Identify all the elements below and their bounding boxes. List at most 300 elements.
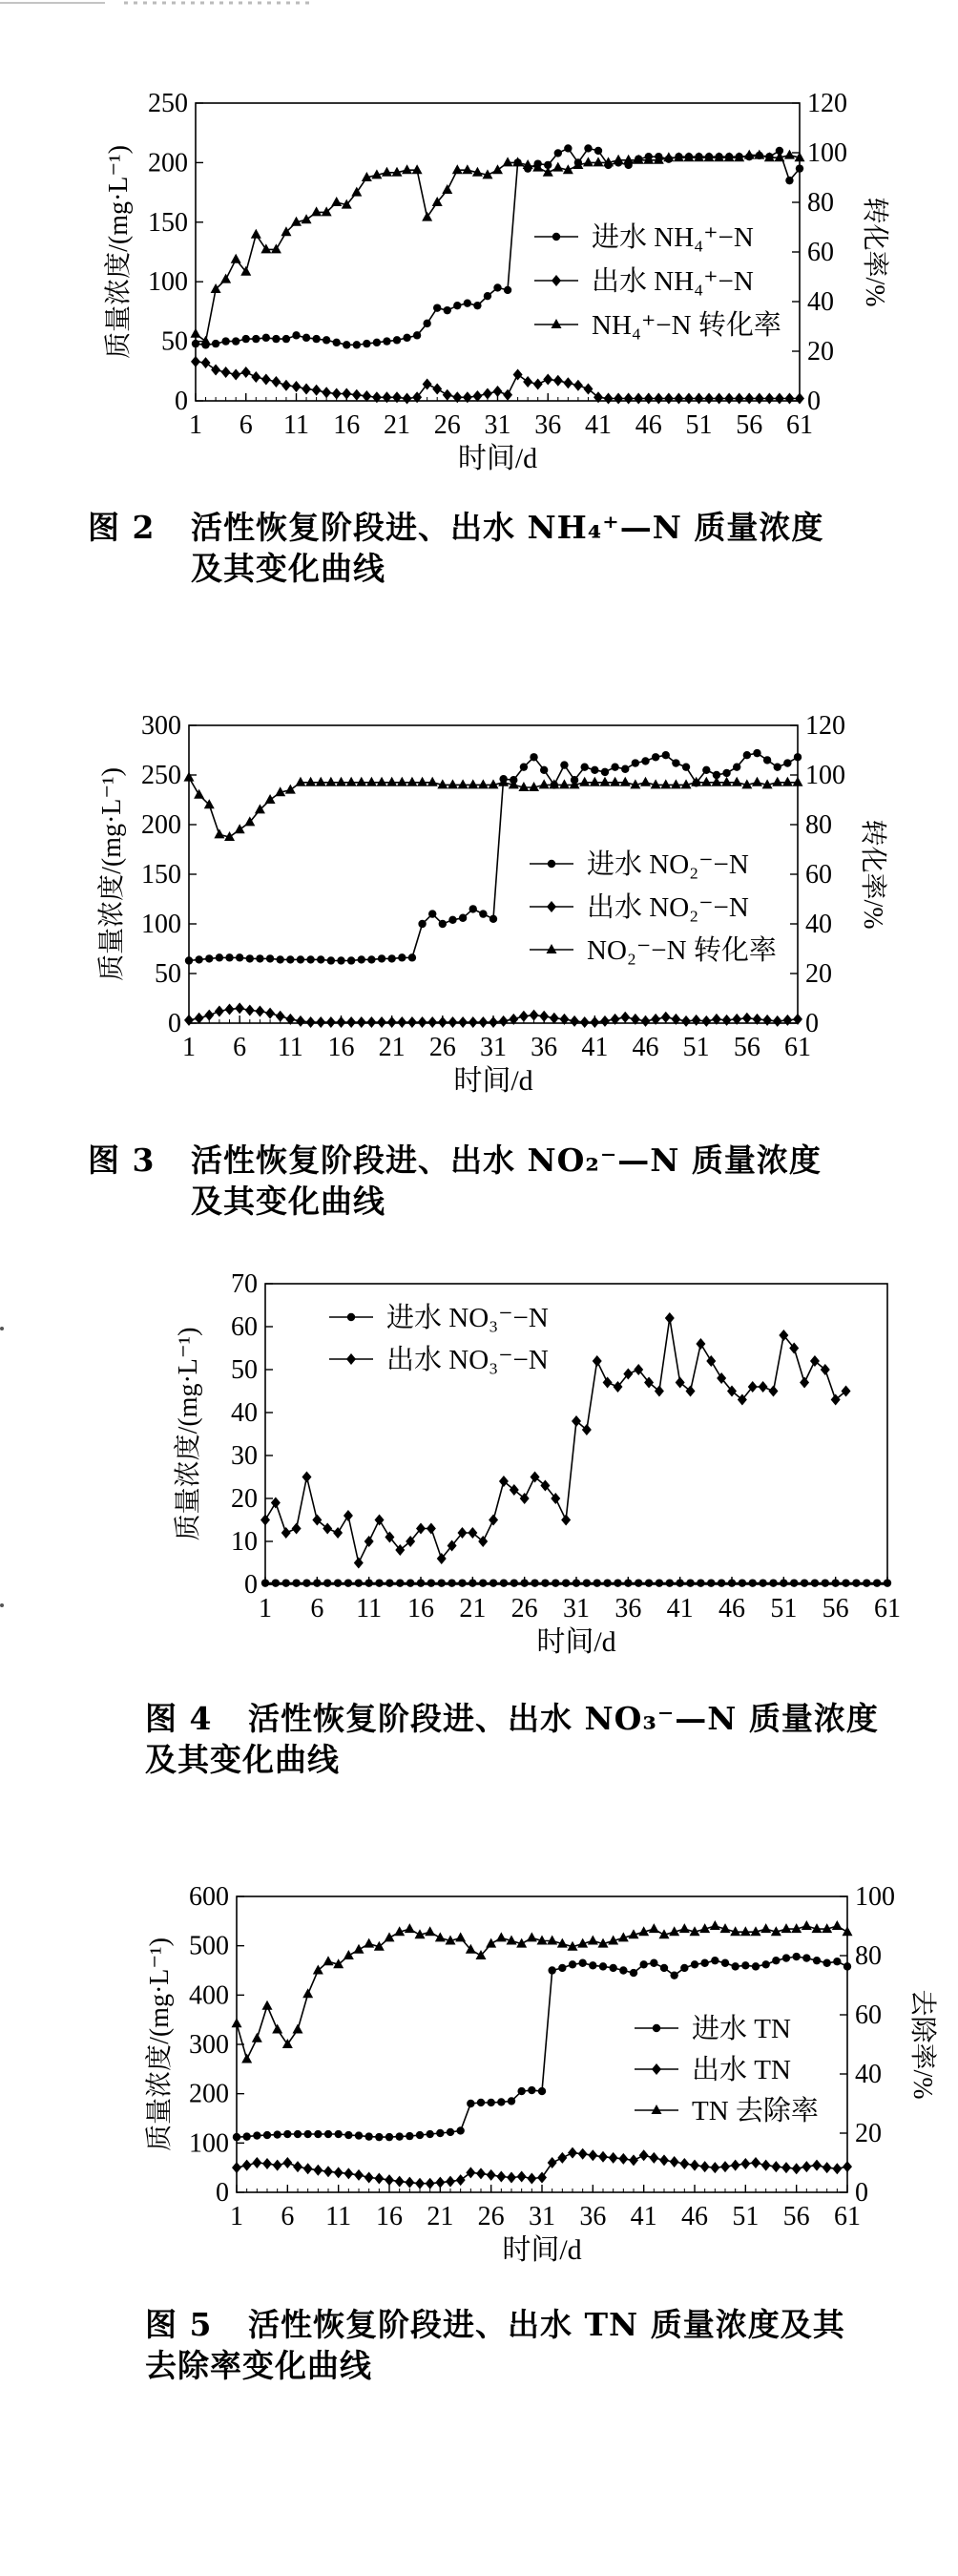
data-point: [271, 376, 281, 387]
data-point: [323, 336, 330, 344]
data-point: [255, 1006, 264, 1017]
data-point: [704, 393, 714, 405]
data-point: [741, 1961, 749, 1969]
data-point: [405, 1923, 415, 1933]
y2-axis-label: 去除率/%: [907, 1989, 937, 2100]
data-point: [265, 794, 276, 804]
data-point: [784, 393, 794, 405]
data-point: [552, 1579, 559, 1586]
data-point: [334, 2167, 344, 2178]
data-point: [252, 335, 260, 343]
y-tick-label: 300: [141, 711, 181, 741]
y-tick-label: 100: [141, 910, 181, 939]
data-point: [292, 381, 302, 392]
data-point: [604, 393, 614, 405]
data-point: [739, 1579, 746, 1586]
data-point: [192, 340, 199, 347]
data-point: [453, 302, 461, 309]
x-tick-label: 6: [239, 410, 253, 440]
data-point: [781, 2162, 791, 2173]
data-point: [396, 1579, 404, 1586]
chart-no2: [0, 649, 958, 1145]
data-point: [418, 920, 426, 928]
data-point: [326, 1016, 336, 1028]
caption-line2: 去除率变化曲线: [145, 2346, 372, 2384]
data-point: [242, 2132, 250, 2140]
data-point: [594, 157, 604, 166]
data-point: [588, 1936, 598, 1945]
data-point: [439, 920, 447, 928]
data-point: [520, 763, 528, 770]
x-tick-label: 16: [327, 1033, 355, 1062]
y-axis-label: 质量浓度/(mg·L⁻¹): [145, 1937, 175, 2151]
data-point: [402, 164, 412, 174]
data-point: [313, 2165, 323, 2176]
data-point: [813, 1957, 821, 1964]
data-point: [306, 955, 314, 963]
y-tick-label: 200: [141, 810, 181, 840]
data-point: [416, 2131, 424, 2139]
data-point: [272, 1579, 280, 1586]
data-point: [769, 1579, 777, 1586]
data-point: [231, 254, 241, 263]
data-point: [649, 2152, 658, 2164]
data-point: [385, 1579, 393, 1586]
x-tick-label: 61: [786, 410, 813, 440]
data-point: [403, 334, 410, 342]
legend-marker: [548, 860, 555, 868]
data-point: [843, 1926, 853, 1936]
chart-no3: [0, 1241, 958, 1718]
data-point: [395, 2132, 403, 2140]
data-point: [554, 149, 562, 157]
data-point: [733, 763, 740, 770]
data-point: [641, 757, 649, 764]
data-point: [623, 155, 634, 164]
y-tick-label: 500: [189, 1931, 229, 1961]
data-point: [346, 1016, 356, 1028]
x-tick-label: 1: [230, 2202, 243, 2231]
data-point: [344, 2131, 352, 2139]
x-tick-label: 16: [376, 2202, 403, 2231]
x-axis-label: 时间/d: [453, 1065, 533, 1097]
data-point: [364, 1579, 372, 1586]
data-point: [357, 1016, 366, 1028]
y-tick-label: 400: [189, 1980, 229, 2011]
chart-nh4: [0, 0, 958, 534]
data-point: [408, 953, 416, 961]
data-point: [285, 785, 296, 794]
data-point: [774, 763, 781, 770]
x-tick-label: 41: [581, 1033, 609, 1062]
data-point: [715, 393, 724, 405]
data-point: [718, 1579, 725, 1586]
data-point: [538, 2087, 546, 2095]
chart-tn: [0, 1833, 958, 2310]
data-point: [374, 2173, 384, 2185]
data-point: [744, 150, 755, 159]
data-point: [594, 147, 602, 155]
data-point: [344, 1579, 352, 1586]
data-point: [334, 2130, 342, 2138]
data-point: [721, 1959, 729, 1967]
legend-label: 进水 TN: [692, 2014, 791, 2044]
legend-entry: [530, 848, 749, 880]
y2-tick-label: 100: [805, 761, 845, 790]
data-point: [802, 1920, 812, 1930]
data-point: [609, 1964, 616, 1972]
data-point: [355, 2131, 363, 2139]
data-point: [252, 2033, 262, 2042]
data-point: [589, 1961, 596, 1969]
y2-tick-label: 0: [807, 387, 821, 416]
data-point: [503, 389, 512, 401]
data-point: [413, 331, 421, 339]
y-tick-label: 600: [189, 1882, 229, 1912]
x-tick-label: 1: [259, 1594, 272, 1623]
data-point: [352, 389, 362, 401]
data-point: [479, 1579, 487, 1586]
data-point: [763, 756, 771, 764]
x-tick-label: 41: [666, 1594, 694, 1623]
data-point: [214, 828, 224, 838]
data-point: [252, 2157, 261, 2168]
y-tick-label: 70: [231, 1269, 258, 1299]
data-point: [323, 2166, 333, 2177]
data-point: [366, 777, 377, 786]
data-point: [660, 1964, 668, 1972]
data-point: [873, 1579, 881, 1586]
data-point: [448, 779, 458, 788]
data-point: [406, 2132, 413, 2140]
data-point: [782, 1954, 790, 1961]
data-point: [417, 777, 427, 786]
data-point: [722, 769, 730, 777]
data-point: [533, 379, 543, 390]
data-point: [822, 1579, 829, 1586]
data-point: [781, 1923, 792, 1933]
data-point: [573, 380, 583, 391]
x-tick-label: 51: [770, 1594, 798, 1623]
data-point: [732, 777, 742, 786]
data-point: [590, 1016, 599, 1028]
data-point: [276, 1011, 285, 1022]
data-point: [486, 1938, 496, 1948]
y-tick-label: 100: [148, 267, 188, 298]
data-point: [232, 337, 240, 345]
data-point: [706, 1355, 716, 1367]
data-point: [510, 1579, 518, 1586]
caption-line1: 活性恢复阶段进、出水 NO₂⁻—N 质量浓度: [191, 1141, 822, 1179]
data-point: [831, 1394, 841, 1406]
data-point: [503, 157, 513, 166]
data-point: [281, 380, 291, 391]
data-point: [696, 1338, 705, 1350]
data-point: [364, 2132, 372, 2140]
data-point: [343, 341, 350, 348]
data-point: [212, 340, 219, 347]
data-point: [795, 393, 804, 405]
data-point: [458, 1016, 468, 1028]
data-point: [467, 2100, 474, 2107]
legend-entry: [534, 265, 754, 297]
data-point: [444, 306, 451, 314]
data-point: [639, 1960, 647, 1968]
data-point: [358, 955, 365, 963]
data-point: [676, 1579, 683, 1586]
data-point: [493, 283, 501, 291]
x-tick-label: 21: [427, 2202, 454, 2231]
data-point: [614, 155, 624, 164]
data-point: [428, 910, 436, 917]
data-point: [382, 167, 392, 177]
data-point: [302, 1472, 311, 1483]
data-point: [614, 1579, 621, 1586]
data-point: [632, 759, 639, 766]
data-point: [603, 1377, 613, 1389]
data-point: [728, 1579, 736, 1586]
data-point: [334, 1579, 342, 1586]
legend-entry: [530, 934, 777, 966]
plot-frame: [265, 1284, 887, 1584]
data-point: [645, 1579, 653, 1586]
y2-tick-label: 40: [855, 2060, 882, 2089]
data-point: [487, 2099, 494, 2106]
data-point: [679, 2158, 689, 2169]
data-point: [583, 1579, 591, 1586]
figure-caption: [145, 1699, 879, 1781]
y-tick-label: 0: [168, 1009, 181, 1038]
data-point: [593, 1355, 602, 1367]
data-point: [262, 2158, 272, 2169]
data-point: [484, 292, 491, 300]
data-point: [311, 206, 322, 216]
data-point: [273, 2130, 281, 2138]
data-point: [443, 389, 452, 401]
x-tick-label: 56: [736, 410, 763, 440]
data-point: [655, 1386, 664, 1397]
data-point: [659, 2154, 669, 2166]
data-point: [215, 1006, 224, 1017]
data-point: [539, 779, 550, 788]
data-point: [496, 1932, 507, 1941]
data-point: [313, 1579, 321, 1586]
data-point: [531, 1579, 538, 1586]
x-tick-label: 6: [310, 1594, 324, 1623]
data-point: [436, 2129, 444, 2137]
legend-label: 出水 TN: [692, 2055, 791, 2085]
data-point: [679, 1923, 690, 1933]
data-point: [468, 1527, 477, 1539]
data-point: [702, 766, 710, 774]
data-point: [811, 1579, 819, 1586]
data-point: [539, 1011, 549, 1022]
data-point: [742, 1013, 752, 1024]
data-point: [462, 164, 472, 174]
data-point: [614, 393, 623, 405]
data-point: [195, 955, 202, 963]
legend-entry: [635, 2054, 791, 2085]
data-point: [292, 1523, 302, 1535]
data-point: [427, 777, 438, 786]
data-point: [312, 385, 322, 396]
data-point: [216, 953, 223, 961]
data-point: [253, 2131, 260, 2139]
data-point: [772, 1957, 780, 1964]
data-point: [232, 2162, 241, 2173]
data-point: [377, 1016, 386, 1028]
data-point: [323, 1579, 331, 1586]
x-axis-label: 时间/d: [502, 2234, 582, 2266]
data-point: [302, 1988, 313, 1998]
x-tick-label: 11: [356, 1594, 383, 1623]
data-point: [553, 375, 563, 387]
data-point: [262, 2000, 273, 2010]
data-point: [676, 1377, 685, 1389]
data-point: [387, 954, 395, 962]
data-point: [323, 1956, 334, 1965]
caption-number: 图 3: [88, 1141, 156, 1179]
data-point: [261, 1579, 269, 1586]
data-point: [412, 164, 423, 174]
data-point: [438, 1579, 446, 1586]
data-point: [478, 779, 489, 788]
figure-3: [0, 649, 958, 1241]
x-tick-label: 21: [459, 1594, 487, 1623]
data-point: [312, 1515, 322, 1526]
data-point: [561, 1515, 571, 1526]
data-point: [423, 320, 430, 327]
data-point: [761, 2160, 771, 2171]
x-tick-label: 31: [529, 2202, 555, 2231]
data-point: [530, 753, 537, 761]
data-point: [601, 768, 609, 776]
data-point: [652, 753, 659, 761]
data-point: [591, 766, 598, 774]
data-point: [242, 335, 250, 343]
caption-line2: 及其变化曲线: [191, 1182, 385, 1220]
data-point: [782, 1015, 792, 1026]
data-point: [762, 1015, 772, 1026]
data-point: [344, 2168, 353, 2179]
caption-line1: 活性恢复阶段进、出水 NH₄⁺—N 质量浓度: [191, 509, 824, 546]
legend-marker: [552, 319, 562, 328]
data-point: [406, 1579, 414, 1586]
data-point: [547, 1936, 557, 1945]
data-point: [367, 955, 375, 963]
data-point: [639, 2149, 649, 2161]
data-point: [682, 763, 690, 770]
data-point: [609, 2152, 618, 2164]
data-point: [752, 1962, 760, 1970]
x-tick-label: 36: [534, 410, 562, 440]
legend-label: 出水 NO₃⁻−N: [386, 1345, 549, 1375]
data-point: [184, 772, 195, 782]
data-point: [395, 2176, 405, 2188]
data-point: [448, 1016, 457, 1028]
data-point: [884, 1579, 891, 1586]
data-point: [794, 753, 802, 761]
x-tick-label: 41: [630, 2202, 657, 2231]
data-point: [317, 955, 324, 963]
y2-tick-label: 100: [807, 138, 847, 168]
data-point: [427, 1579, 435, 1586]
legend-marker: [347, 1313, 355, 1321]
data-point: [700, 1959, 708, 1967]
data-point: [527, 1932, 537, 1941]
data-point: [322, 387, 331, 398]
data-point: [387, 1016, 397, 1028]
data-point: [375, 2133, 383, 2141]
data-point: [528, 2086, 535, 2094]
data-point: [406, 777, 417, 786]
data-point: [427, 1016, 437, 1028]
data-point: [305, 777, 316, 786]
x-tick-label: 1: [189, 410, 202, 440]
data-point: [684, 393, 694, 405]
data-point: [231, 369, 240, 381]
y-tick-label: 250: [141, 761, 181, 790]
data-point: [764, 393, 774, 405]
legend-marker: [652, 2105, 662, 2114]
y-axis-label: 质量浓度/(mg·L⁻¹): [97, 767, 127, 981]
data-point: [417, 1579, 425, 1586]
data-point: [590, 777, 600, 786]
x-tick-label: 56: [733, 1033, 760, 1062]
y-tick-label: 150: [141, 860, 181, 890]
data-point: [663, 152, 674, 161]
x-tick-label: 31: [480, 1033, 507, 1062]
data-point: [448, 916, 456, 924]
data-point: [386, 777, 397, 786]
data-point: [740, 2158, 750, 2169]
data-point: [292, 331, 300, 339]
data-point: [385, 2133, 393, 2141]
data-point: [201, 357, 211, 368]
data-point: [316, 777, 326, 786]
data-point: [477, 2099, 485, 2106]
x-tick-label: 26: [477, 2202, 505, 2231]
data-point: [527, 2173, 536, 2185]
series-2: [184, 772, 803, 841]
data-point: [771, 2161, 781, 2172]
data-point: [432, 384, 442, 395]
data-point: [722, 1015, 732, 1026]
y2-tick-label: 80: [855, 1941, 882, 1971]
data-point: [385, 1932, 395, 1941]
legend-entry: [635, 2013, 791, 2044]
data-point: [286, 955, 294, 963]
data-point: [435, 1932, 446, 1941]
data-point: [793, 777, 803, 786]
data-point: [644, 393, 654, 405]
data-point: [792, 2163, 802, 2174]
data-point: [438, 1016, 448, 1028]
data-point: [662, 751, 670, 759]
data-point: [583, 384, 593, 395]
data-point: [294, 2130, 302, 2138]
data-point: [427, 1523, 436, 1535]
data-point: [801, 1579, 808, 1586]
data-point: [843, 2161, 852, 2172]
series-1: [191, 356, 804, 405]
data-point: [302, 384, 311, 395]
data-point: [578, 1959, 586, 1967]
x-tick-label: 16: [407, 1594, 434, 1623]
data-point: [664, 393, 674, 405]
data-point: [508, 2097, 515, 2105]
data-point: [692, 1015, 701, 1026]
